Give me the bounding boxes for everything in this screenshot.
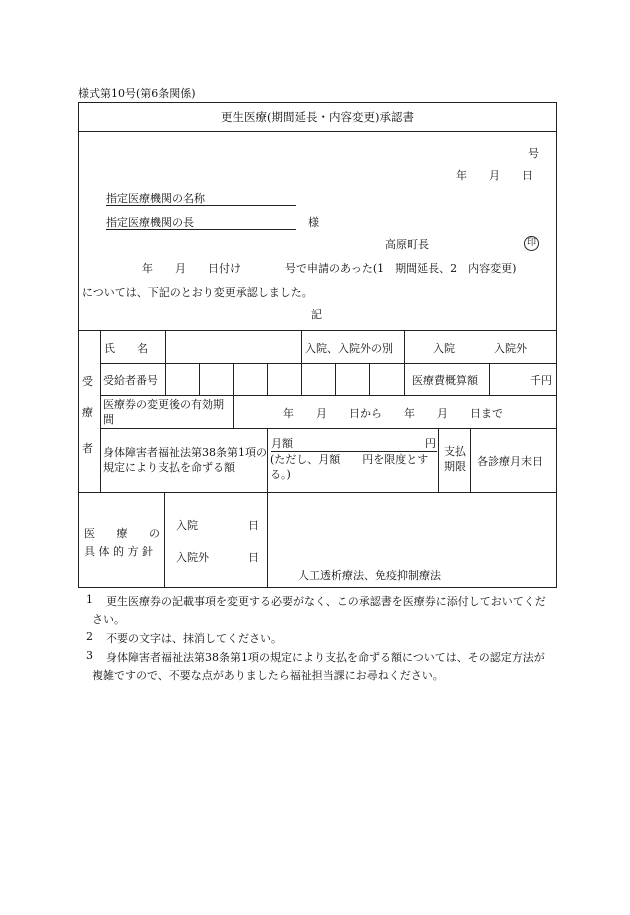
col-line-404 xyxy=(404,330,405,395)
document-title: 更生医療(期間延長・内容変更)承認書 xyxy=(221,110,414,124)
institution-head-underline xyxy=(106,229,296,230)
note-1-text: 更生医療券の記載事項を変更する必要がなく、この承認書を医療券に添付しておいてください。 xyxy=(92,595,546,626)
note-3-number: 3 xyxy=(86,649,93,662)
col-line-301 xyxy=(301,330,302,395)
label-col-line xyxy=(165,330,166,395)
institution-name-underline xyxy=(106,205,296,206)
digit-line-3 xyxy=(267,363,268,395)
validity-label: 医療券の変更後の有効期間 xyxy=(103,398,224,426)
payment-deadline-label: 支払期限 xyxy=(444,445,466,473)
honorific: 様 xyxy=(308,216,319,229)
side-label-sha: 者 xyxy=(82,442,93,455)
plan-outpatient-label: 入院外 xyxy=(176,551,209,564)
form-number: 様式第10号(第6条関係) xyxy=(78,87,196,100)
yen-unit: 円 xyxy=(425,437,436,450)
plan-days-line xyxy=(267,492,268,588)
plan-inpatient-day: 日 xyxy=(248,519,259,532)
inpatient-option: 入院 xyxy=(433,342,455,355)
side-col-line xyxy=(100,330,101,492)
plan-inpatient-label: 入院 xyxy=(176,519,198,532)
note-1-number: 1 xyxy=(86,593,93,606)
row-line-4 xyxy=(78,492,557,493)
limit-note: (ただし、月額 円を限度とする。) xyxy=(270,453,429,481)
inpatient-type-label: 入院、入院外の別 xyxy=(305,342,393,355)
treatment-methods: 人工透析療法、免疫抑制療法 xyxy=(298,569,441,582)
digit-line-1 xyxy=(199,363,200,395)
deadline-value-line xyxy=(470,428,471,492)
note-3-text: 身体障害者福祉法第38条第1項の規定により支払を命ずる額については、その認定方法が複雑ですので、不要な点がありましたら福祉担当課にお尋ねください。 xyxy=(92,651,545,682)
institution-name-label: 指定医療機関の名称 xyxy=(106,192,205,205)
issue-date: 年 月 日 xyxy=(456,169,533,182)
monthly-amount-label: 月額 xyxy=(271,437,293,450)
cost-unit: 千円 xyxy=(530,374,552,387)
name-label: 氏 名 xyxy=(104,342,148,355)
ki-mark: 記 xyxy=(311,308,322,321)
institution-head-label: 指定医療機関の長 xyxy=(106,216,194,229)
plan-outpatient-day: 日 xyxy=(248,551,259,564)
payment-col-line xyxy=(267,428,268,492)
side-label-ryo: 療 xyxy=(82,406,93,419)
side-label-ju: 受 xyxy=(82,375,93,388)
issuer-name: 高原町長 xyxy=(385,238,429,251)
table-top-line xyxy=(78,330,557,331)
payment-deadline-value: 各診療月末日 xyxy=(477,455,543,468)
title-divider xyxy=(78,131,557,132)
digit-line-4 xyxy=(335,363,336,395)
validity-col-line xyxy=(233,395,234,428)
seal-icon: 印 xyxy=(524,236,539,251)
recipient-number-label: 受給者番号 xyxy=(103,374,158,387)
outpatient-option: 入院外 xyxy=(494,342,527,355)
note-2-number: 2 xyxy=(86,630,93,643)
payment-label: 身体障害者福祉法第38条第1項の規定により支払を命ずる額 xyxy=(103,446,267,474)
validity-period: 年 月 日から 年 月 日まで xyxy=(283,407,503,420)
digit-line-2 xyxy=(233,363,234,395)
plan-label-line xyxy=(164,492,165,588)
body-line-1: 年 月 日付け 号で申請のあった(1 期間延長、2 内容変更) xyxy=(142,262,517,275)
row-line-2 xyxy=(100,395,557,396)
cost-estimate-label: 医療費概算額 xyxy=(412,374,478,387)
cost-col-line xyxy=(489,363,490,395)
row-line-3 xyxy=(100,428,557,429)
number-suffix: 号 xyxy=(528,147,539,160)
deadline-col-line xyxy=(438,428,439,492)
note-2-text: 不要の文字は、抹消してください。 xyxy=(106,632,282,645)
digit-line-5 xyxy=(369,363,370,395)
body-line-2: については、下記のとおり変更承認しました。 xyxy=(82,286,313,299)
treatment-plan-label: 医 療 の 具 体 的 方 針 xyxy=(84,527,171,558)
